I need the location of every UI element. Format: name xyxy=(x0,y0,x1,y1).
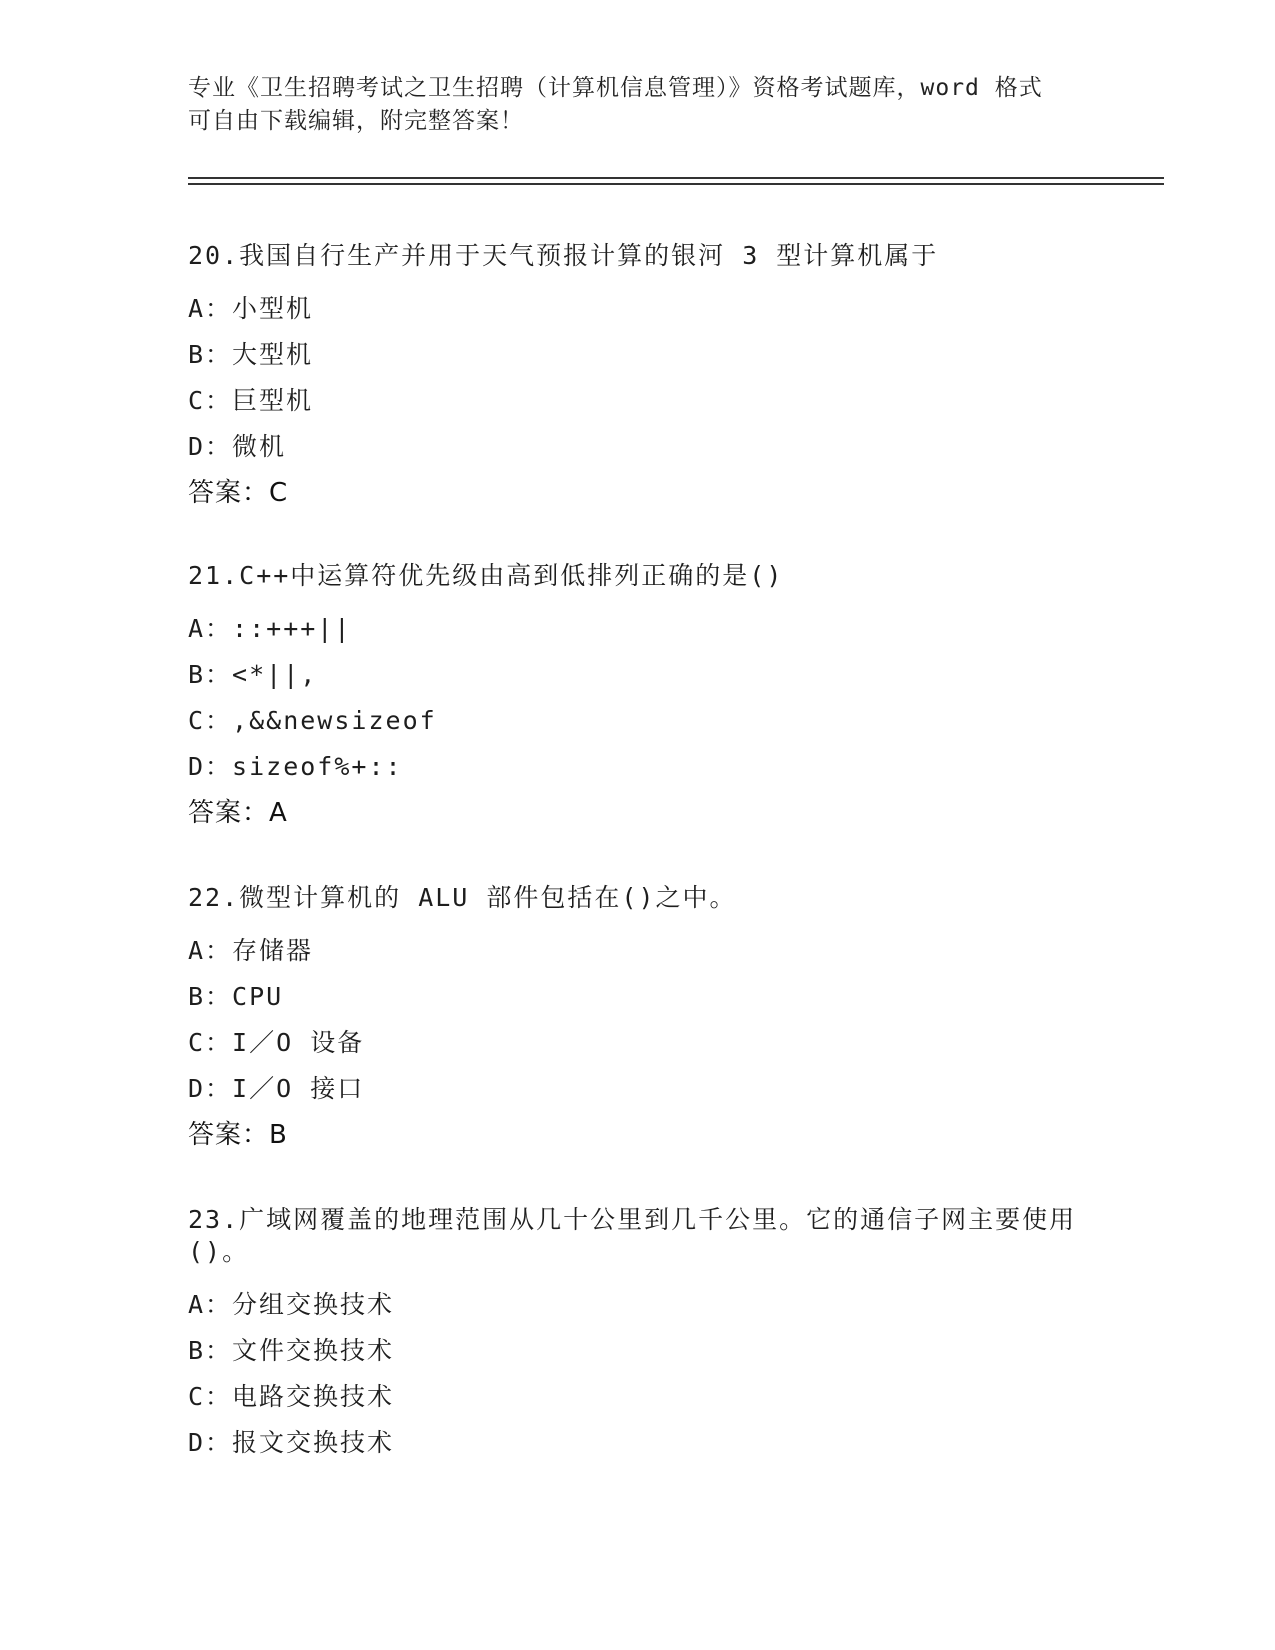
option-c: C：,&&newsizeof xyxy=(188,706,437,735)
option-a: A：::+++|| xyxy=(188,614,352,643)
option-c: C：I／O 设备 xyxy=(188,1028,365,1057)
option-d: D：报文交换技术 xyxy=(188,1428,395,1457)
question-stem: 23.广域网覆盖的地理范围从几十公里到几千公里。它的通信子网主要使用()。 xyxy=(188,1205,1077,1266)
answer: 答案：C xyxy=(188,478,289,508)
question-stem: 21.C++中运算符优先级由高到低排列正确的是() xyxy=(188,561,784,590)
question-22 xyxy=(188,882,1088,1158)
option-c: C：电路交换技术 xyxy=(188,1382,395,1411)
option-d: D：微机 xyxy=(188,432,287,461)
option-c: C：巨型机 xyxy=(188,386,314,415)
option-b: B：<*||, xyxy=(188,660,318,689)
option-b: B：大型机 xyxy=(188,340,314,369)
question-21 xyxy=(188,560,1088,836)
answer: 答案：A xyxy=(188,798,288,828)
option-b: B：文件交换技术 xyxy=(188,1336,395,1365)
question-stem: 20.我国自行生产并用于天气预报计算的银河 3 型计算机属于 xyxy=(188,241,939,270)
question-stem: 22.微型计算机的 ALU 部件包括在()之中。 xyxy=(188,883,737,912)
header-rule-top xyxy=(188,177,1164,179)
option-b: B：CPU xyxy=(188,982,284,1011)
header-rule-bottom xyxy=(188,183,1164,185)
header-line-1: 专业《卫生招聘考试之卫生招聘（计算机信息管理）》资格考试题库，word 格式 xyxy=(188,75,1043,101)
document-header xyxy=(188,72,1088,138)
option-a: A：小型机 xyxy=(188,294,314,323)
option-a: A：分组交换技术 xyxy=(188,1290,395,1319)
question-20 xyxy=(188,240,1088,516)
option-a: A：存储器 xyxy=(188,936,314,965)
header-line-2: 可自由下载编辑，附完整答案！ xyxy=(188,108,524,134)
option-d: D：I／O 接口 xyxy=(188,1074,365,1103)
option-d: D：sizeof%+:: xyxy=(188,752,403,781)
answer: 答案：B xyxy=(188,1120,288,1150)
question-23 xyxy=(188,1204,1088,1466)
